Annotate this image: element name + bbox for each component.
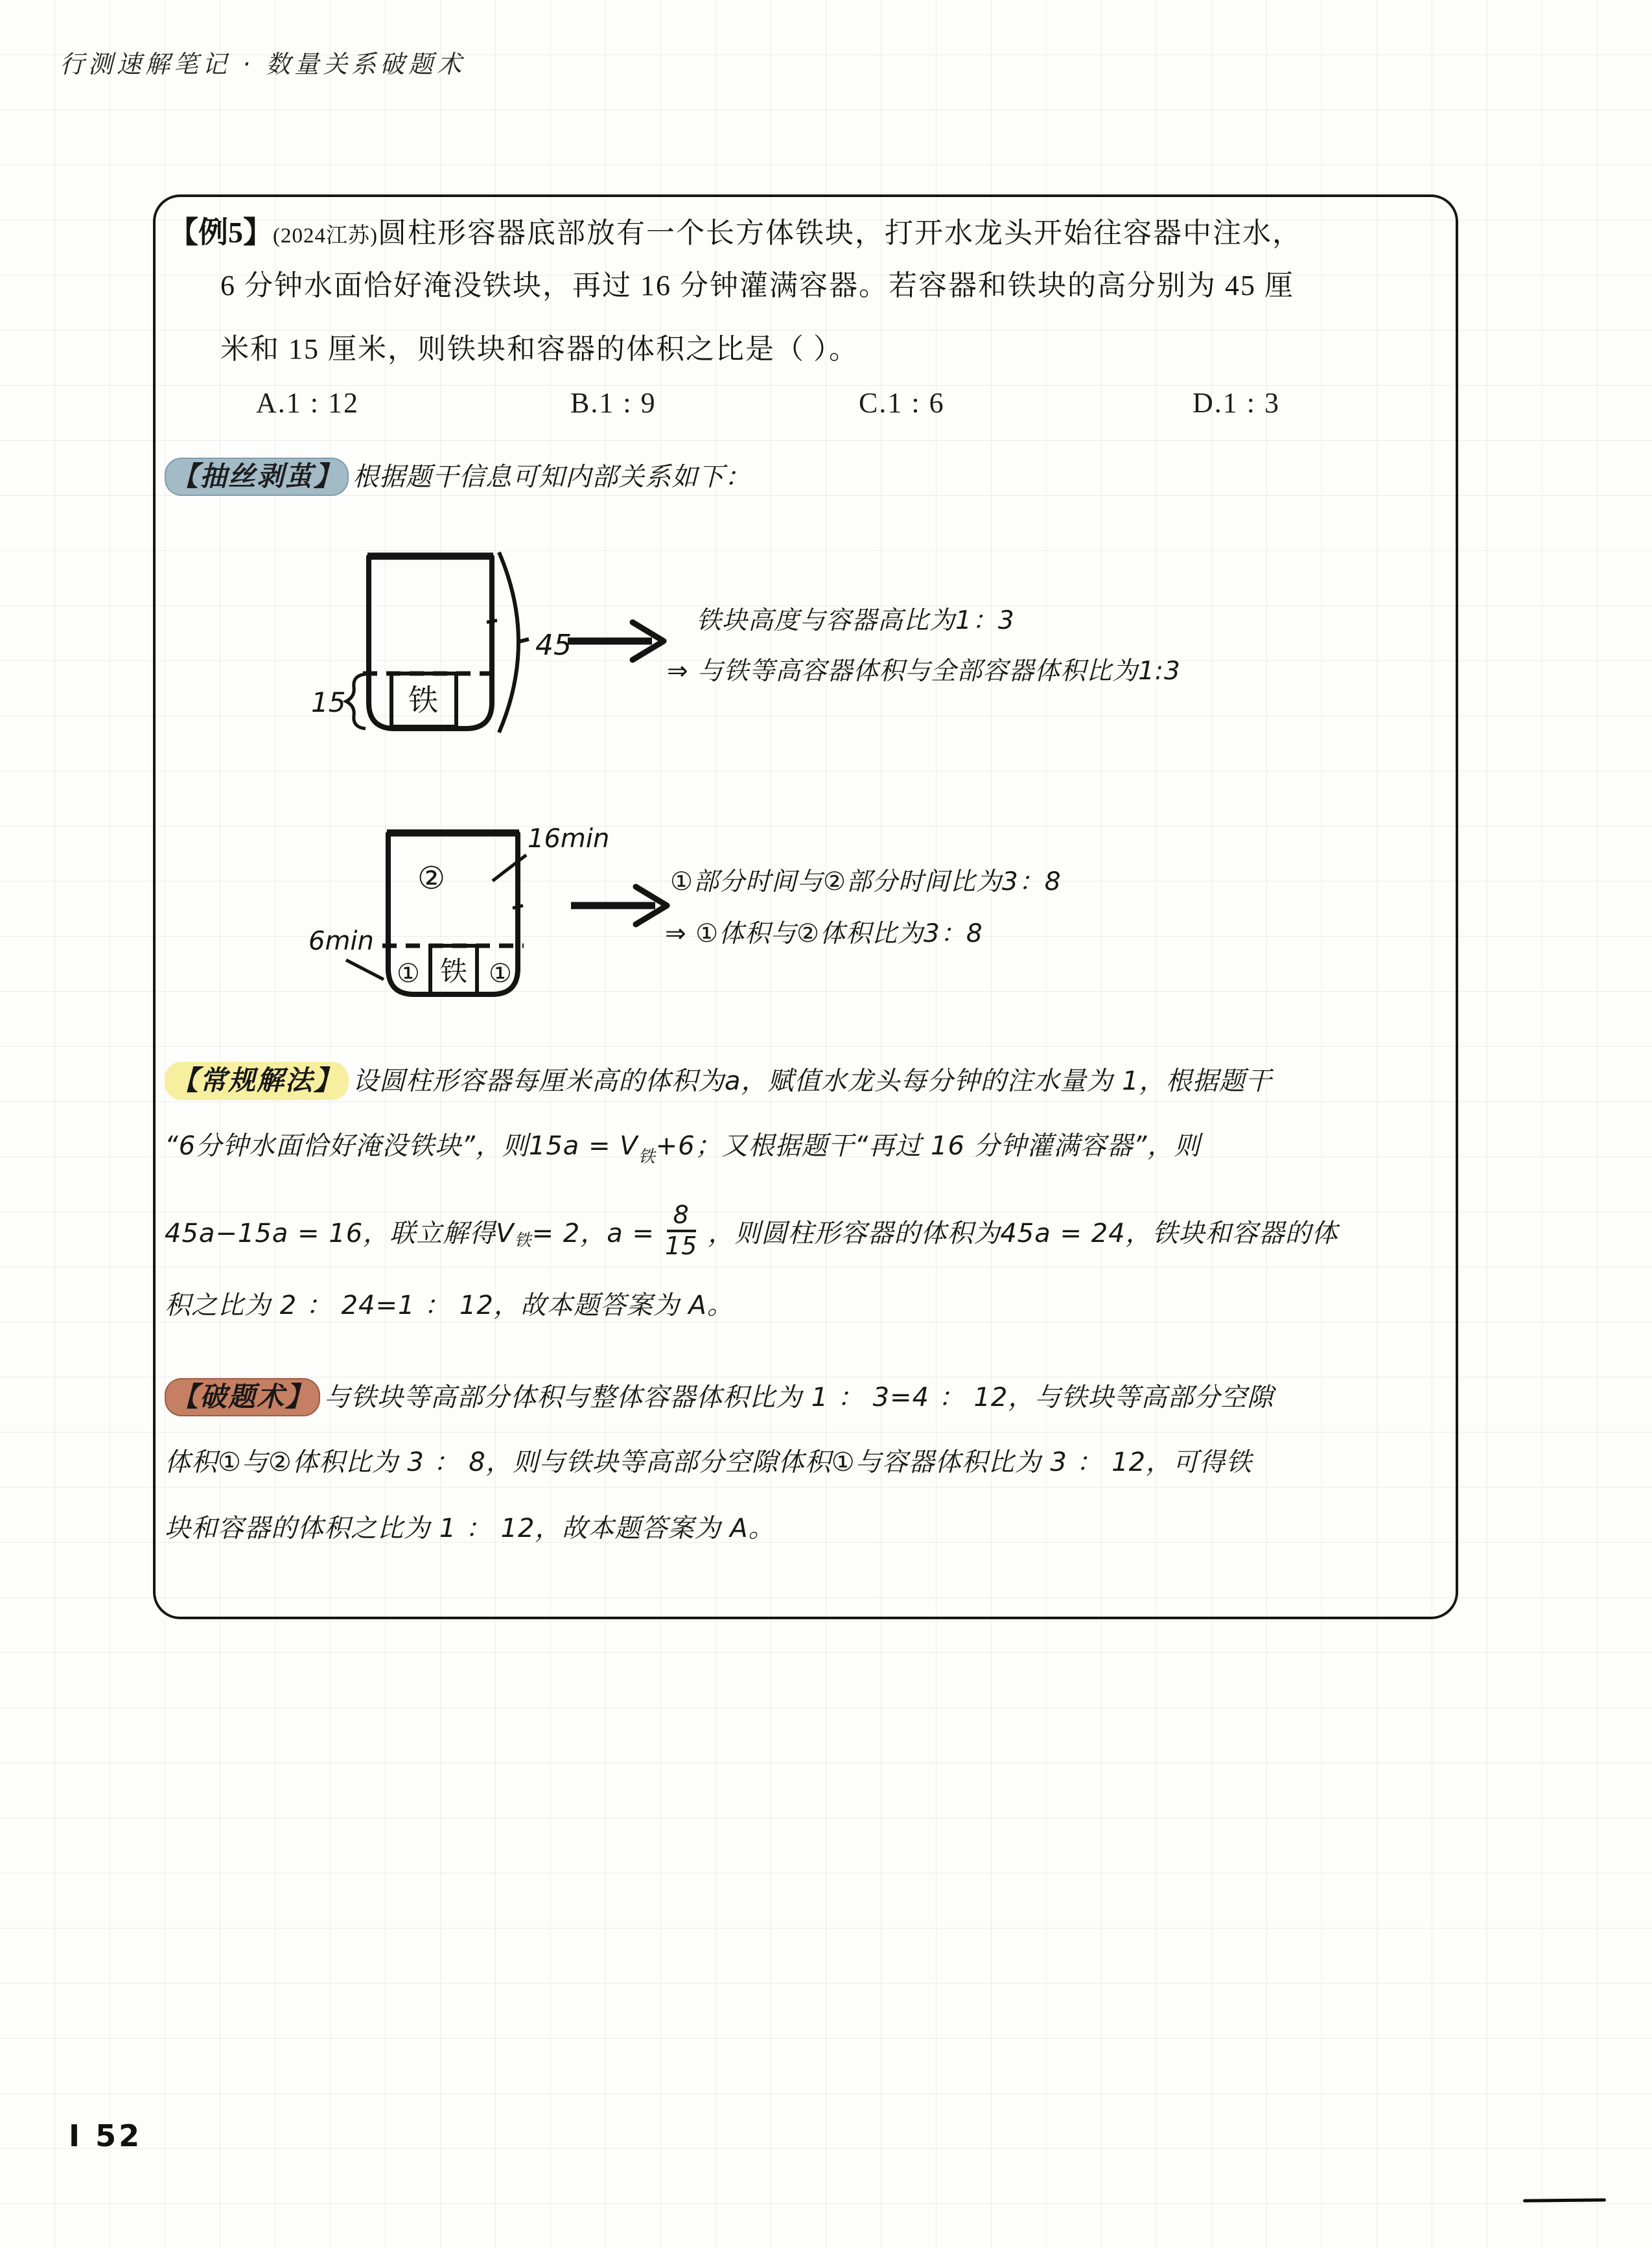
brace-45-tick xyxy=(518,639,529,642)
option-d: D.1 : 3 xyxy=(1192,387,1280,419)
brace-45 xyxy=(499,552,518,732)
v-subscript-iron: 铁 xyxy=(514,1230,532,1250)
problem-line-3: 米和 15 厘米，则铁块和容器的体积之比是（ ）。 xyxy=(220,333,859,365)
page-number: I 52 xyxy=(69,2118,143,2153)
solution-text-3b: = 2，a = xyxy=(531,1218,655,1248)
time-6min-pointer xyxy=(346,960,384,979)
solution-text-2b: +6；又根据题干“再过 16 分钟灌满容器”，则 xyxy=(655,1131,1201,1161)
fraction-8-15 xyxy=(658,1202,704,1259)
analysis-intro: 根据题干信息可知内部关系如下： xyxy=(353,462,752,492)
v-subscript-iron: 铁 xyxy=(638,1147,656,1167)
solution-line-2 xyxy=(165,1125,1201,1167)
region-1-right-label: ① xyxy=(489,959,512,989)
scan-artifact-line xyxy=(1523,2198,1606,2202)
problem-line-1 xyxy=(169,209,1302,252)
option-a: A.1 : 12 xyxy=(256,387,359,419)
options-row xyxy=(256,386,1423,432)
problem-text-1: 圆柱形容器底部放有一个长方体铁块，打开水龙头开始往容器中注水， xyxy=(377,217,1302,249)
solution-line-4: 积之比为 2 ： 24=1 ： 12，故本题答案为 A。 xyxy=(165,1291,734,1320)
diagram2-note-1: ①部分时间与②部分时间比为3：8 xyxy=(670,867,1062,896)
example-box xyxy=(153,194,1458,1619)
technique-line-1 xyxy=(165,1376,1274,1414)
solution-text-1: 设圆柱形容器每厘米高的体积为a，赋值水龙头每分钟的注水量为 1，根据题干 xyxy=(353,1066,1272,1096)
diagram2-note-2: ⇒ ①体积与②体积比为3：8 xyxy=(665,919,983,948)
diagram1-note-2: ⇒ 与铁等高容器体积与全部容器体积比为1:3 xyxy=(667,657,1181,686)
technique-text-1: 与铁块等高部分体积与整体容器体积比为 1 ： 3=4 ： 12，与铁块等高部分空隙 xyxy=(324,1383,1274,1412)
option-c: C.1 : 6 xyxy=(859,387,945,419)
fraction-numerator: 8 xyxy=(667,1202,696,1232)
fraction-denominator: 15 xyxy=(664,1232,698,1260)
iron-block-label: 铁 xyxy=(440,955,468,987)
problem-line-2: 6 分钟水面恰好淹没铁块，再过 16 分钟灌满容器。若容器和铁块的高分别为 45 厘 xyxy=(220,270,1294,301)
height-45-label: 45 xyxy=(535,629,572,662)
region-2-label: ② xyxy=(417,860,446,896)
time-6min-label: 6min xyxy=(308,926,374,956)
region-1-left-label: ① xyxy=(397,959,420,989)
solution-text-2a: “6分钟水面恰好淹没铁块”，则15a = V xyxy=(165,1131,638,1161)
solution-text-3a: 45a−15a = 16，联立解得V xyxy=(165,1218,515,1248)
analysis-tag-highlight: 【抽丝剥茧】 xyxy=(165,458,349,496)
problem-source: (2024江苏) xyxy=(273,224,378,248)
page-header-title: 行测速解笔记 · 数量关系破题术 xyxy=(60,50,466,78)
analysis-heading xyxy=(165,455,751,494)
solution-line-3 xyxy=(165,1186,1338,1276)
height-15-label: 15 xyxy=(311,686,346,718)
option-b: B.1 : 9 xyxy=(570,387,657,419)
time-16min-label: 16min xyxy=(528,824,610,854)
problem-tag: 【例5】 xyxy=(169,216,273,249)
technique-line-3: 块和容器的体积之比为 1 ： 12，故本题答案为 A。 xyxy=(165,1514,775,1543)
arrow-icon xyxy=(570,883,680,928)
solution-tag-highlight: 【常规解法】 xyxy=(165,1062,349,1100)
time-16min-pointer xyxy=(493,855,526,881)
arrow-icon xyxy=(566,618,677,664)
technique-line-2: 体积①与②体积比为 3 ： 8，则与铁块等高部分空隙体积①与容器体积比为 3 ： 12，可得铁 xyxy=(165,1447,1253,1477)
diagram1-note-1: 铁块高度与容器高比为1：3 xyxy=(696,606,1015,635)
wall-tick xyxy=(487,620,497,622)
brace-15 xyxy=(346,674,366,729)
iron-block-label: 铁 xyxy=(408,683,438,718)
solution-text-3c: ，则圆柱形容器的体积为45a = 24，铁块和容器的体 xyxy=(708,1218,1338,1248)
technique-tag-highlight: 【破题术】 xyxy=(165,1378,320,1416)
wall-tick xyxy=(513,906,523,908)
solution-line-1 xyxy=(165,1059,1272,1098)
